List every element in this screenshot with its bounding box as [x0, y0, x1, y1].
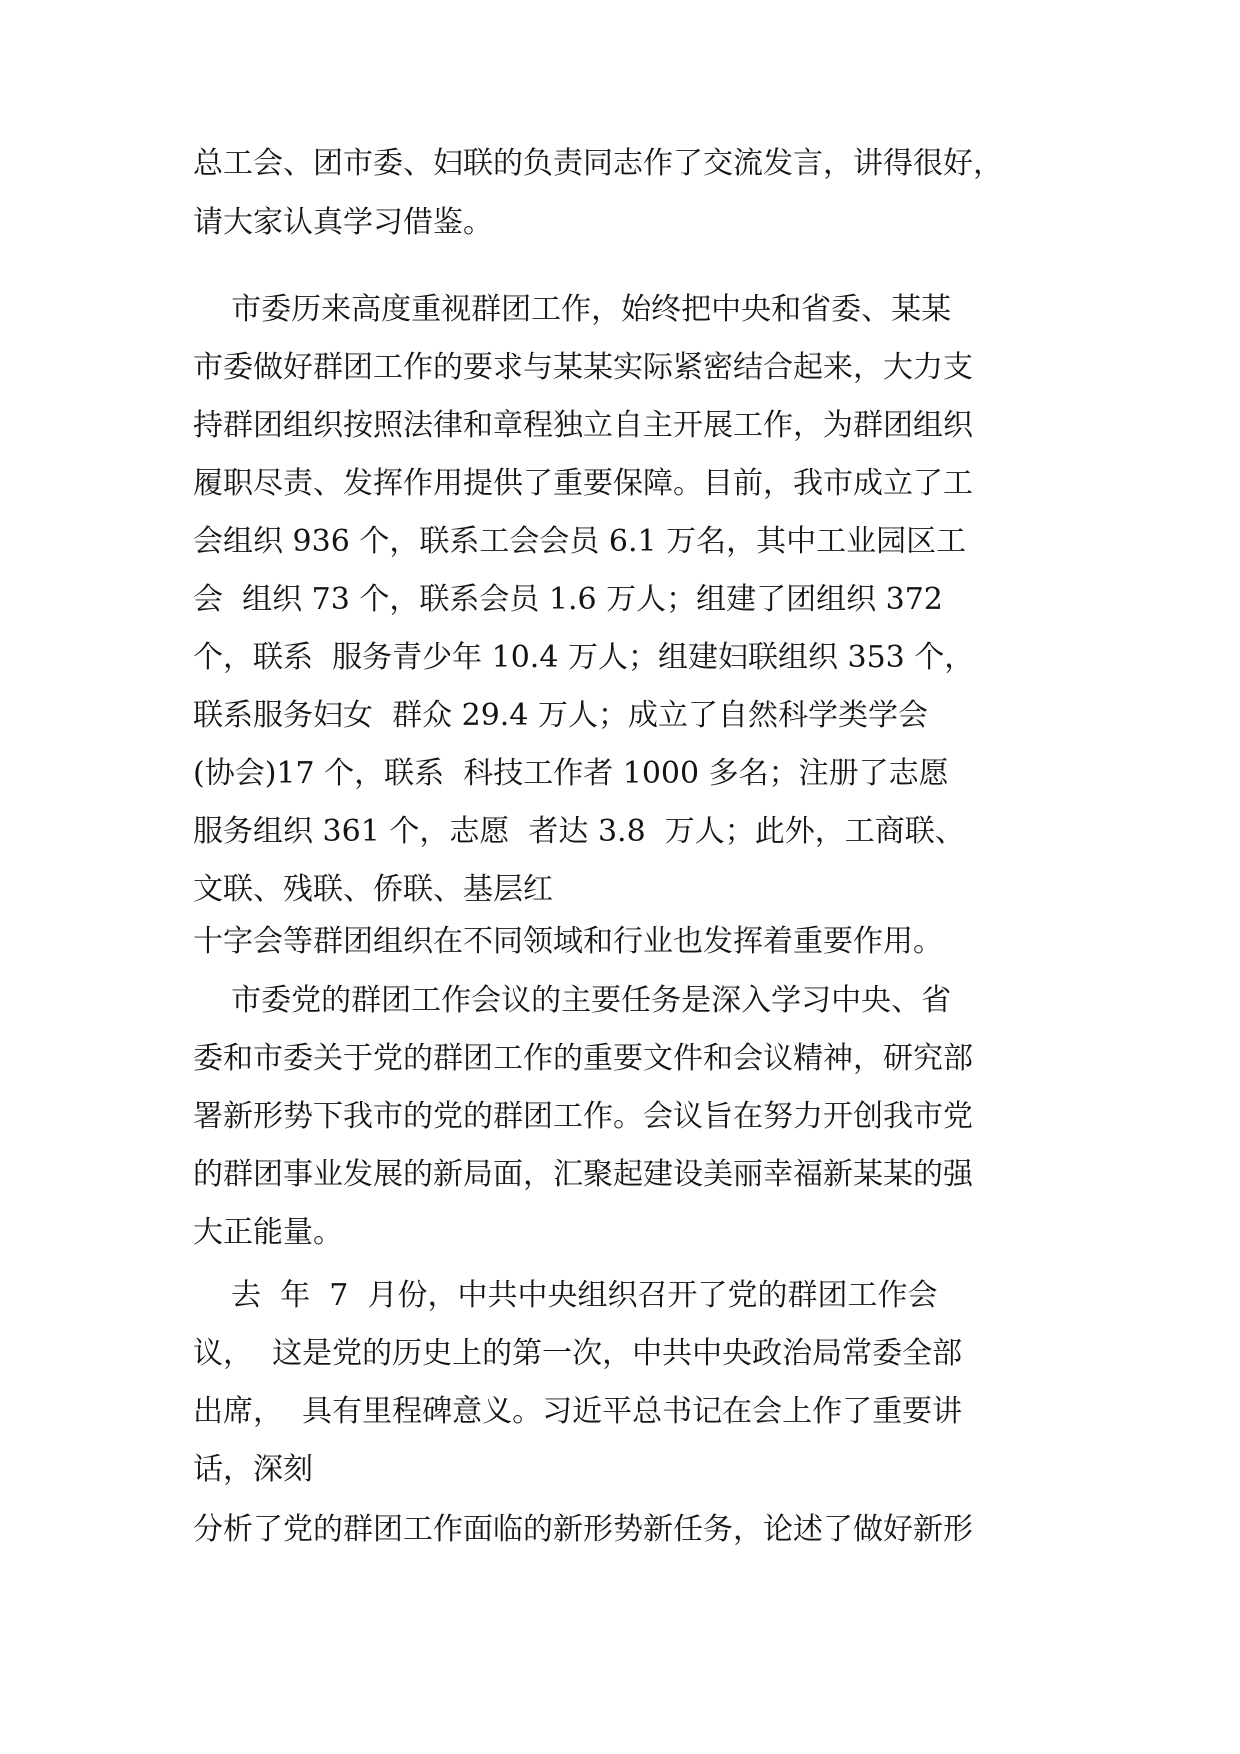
text-line: 市委历来高度重视群团工作，始终把中央和省委、某某 — [193, 292, 952, 327]
text-line: 联系服务妇女 群众 29.4 万人；成立了自然科学类学会 — [193, 698, 928, 733]
text-line: 出席， 具有里程碑意义。习近平总书记在会上作了重要讲 — [193, 1394, 963, 1429]
text-line: 署新形势下我市的党的群团工作。会议旨在努力开创我市党 — [193, 1099, 973, 1134]
text-line: 的群团事业发展的新局面，汇聚起建设美丽幸福新某某的强 — [193, 1157, 973, 1192]
text-line: 分析了党的群团工作面临的新形势新任务，论述了做好新形 — [193, 1512, 973, 1547]
text-line: 总工会、团市委、妇联的负责同志作了交流发言，讲得很好， — [193, 146, 1003, 181]
text-line: 个，联系 服务青少年 10.4 万人；组建妇联组织 353 个， — [193, 640, 975, 675]
text-line: 委和市委关于党的群团工作的重要文件和会议精神，研究部 — [193, 1041, 973, 1076]
text-line: 请大家认真学习借鉴。 — [193, 205, 493, 240]
text-line: 会组织 936 个，联系工会会员 6.1 万名，其中工业园区工 — [193, 524, 967, 559]
text-line: 文联、残联、侨联、基层红 — [193, 872, 553, 907]
text-line: 话，深刻 — [193, 1452, 313, 1487]
text-line: (协会)17 个，联系 科技工作者 1000 多名；注册了志愿 — [193, 756, 949, 791]
text-line: 市委做好群团工作的要求与某某实际紧密结合起来，大力支 — [193, 350, 973, 385]
text-line: 大正能量。 — [193, 1215, 343, 1250]
text-line: 会 组织 73 个，联系会员 1.6 万人；组建了团组织 372 — [193, 582, 943, 617]
text-line: 履职尽责、发挥作用提供了重要保障。目前，我市成立了工 — [193, 466, 973, 501]
text-line: 市委党的群团工作会议的主要任务是深入学习中央、省 — [193, 983, 952, 1018]
text-line: 十字会等群团组织在不同领域和行业也发挥着重要作用。 — [193, 924, 943, 959]
text-line: 议， 这是党的历史上的第一次，中共中央政治局常委全部 — [193, 1336, 963, 1371]
text-line: 去 年 7 月份，中共中央组织召开了党的群团工作会 — [193, 1278, 938, 1313]
text-line: 服务组织 361 个，志愿 者达 3.8 万人；此外，工商联、 — [193, 814, 965, 849]
text-line: 持群团组织按照法律和章程独立自主开展工作，为群团组织 — [193, 408, 973, 443]
